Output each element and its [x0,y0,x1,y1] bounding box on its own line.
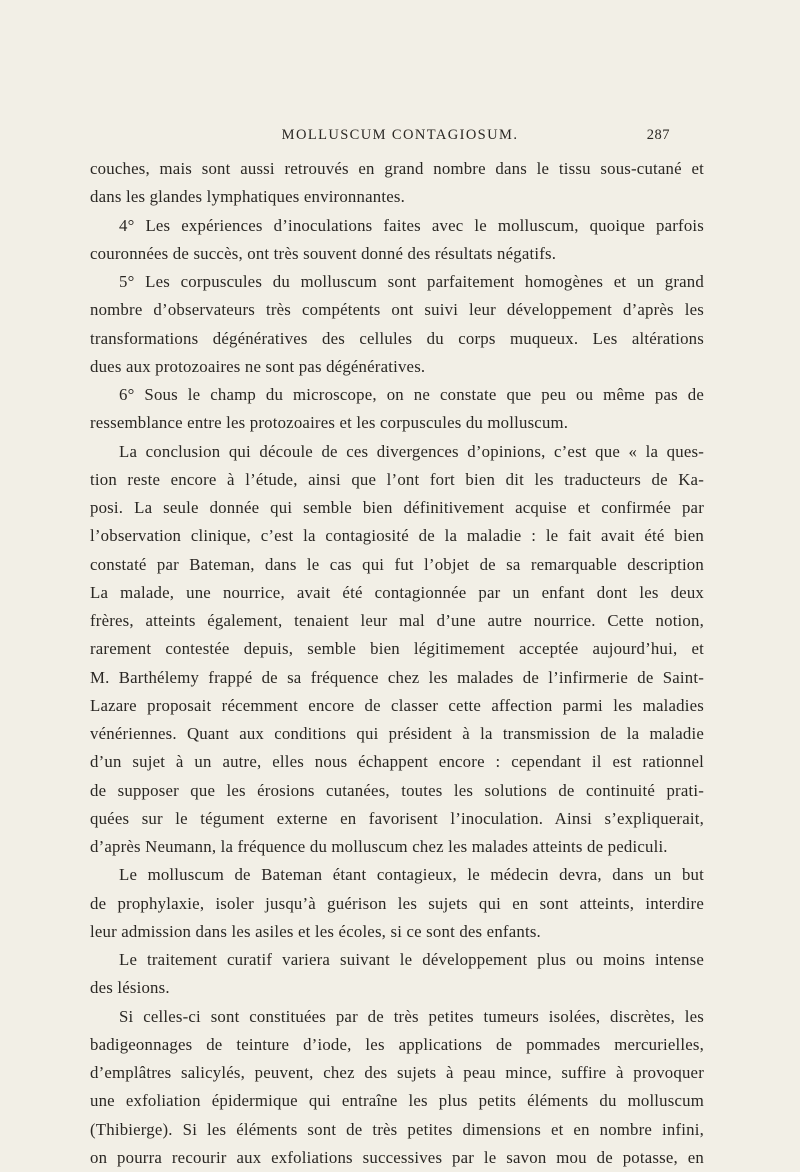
text-line: transformations dégénératives des cellules du corps muqueux. Les altérations [90,328,704,348]
text-line: l’observation clinique, c’est la contagiosité de la maladie : le fait avait été bien [90,526,704,546]
text-line: (Thibierge). Si les éléments sont de très petites dimensions et en nombre infini, [90,1119,704,1139]
page-header [0,127,800,147]
text-line: de supposer que les érosions cutanées, toutes les solutions de continuité prati- [90,780,704,800]
text-line: 4° Les expériences d’inoculations faites avec le molluscum, quoique parfois [119,215,704,235]
text-line: tion reste encore à l’étude, ainsi que l’ont fort bien dit les traducteurs de Ka- [90,469,704,489]
text-line: M. Barthélemy frappé de sa fréquence chez les malades de l’infirmerie de Saint- [90,667,704,687]
text-line: badigeonnages de teinture d’iode, les applications de pommades mercurielles, [90,1034,704,1054]
text-line: vénériennes. Quant aux conditions qui président à la transmission de la maladie [90,724,704,743]
running-title: MOLLUSCUM CONTAGIOSUM. [281,127,519,143]
text-line: quées sur le tégument externe en favorisent l’inoculation. Ainsi s’expliquerait, [90,808,704,828]
text-line: 6° Sous le champ du microscope, on ne constate que peu ou même pas de [119,385,704,404]
text-line: une exfoliation épidermique qui entraîne les plus petits éléments du molluscum [90,1091,704,1111]
text-line: on pourra recourir aux exfoliations successives par le savon mou de potasse, en [90,1147,704,1167]
text-line: dues aux protozoaires ne sont pas dégénératives. [90,356,426,376]
text-line: dans les glandes lymphatiques environnantes. [90,187,405,207]
text-line: La malade, une nourrice, avait été contagionnée par un enfant dont les deux [90,582,704,602]
body-text [90,155,704,1172]
text-line: Lazare proposait récemment encore de classer cette affection parmi les maladies [90,695,704,715]
page-number: 287 [646,127,670,143]
text-line: Le traitement curatif variera suivant le développement plus ou moins intense [119,950,704,969]
text-line: de prophylaxie, isoler jusqu’à guérison les sujets qui en sont atteints, interdire [90,893,704,913]
text-line: La conclusion qui découle de ces divergences d’opinions, c’est que « la ques- [119,441,704,461]
text-line: Si celles-ci sont constituées par de très petites tumeurs isolées, discrètes, les [119,1006,704,1026]
text-line: des lésions. [90,978,170,998]
text-line: posi. La seule donnée qui semble bien définitivement acquise et confirmée par [90,498,704,517]
text-line: ressemblance entre les protozoaires et les corpuscules du molluscum. [90,413,569,433]
text-line: Le molluscum de Bateman étant contagieux, le médecin devra, dans un but [119,865,704,885]
text-line: d’après Neumann, la fréquence du molluscum chez les malades atteints de pediculi. [90,837,668,856]
text-line: couches, mais sont aussi retrouvés en grand nombre dans le tissu sous-cutané et [90,159,704,178]
text-line: frères, atteints également, tenaient leur mal d’une autre nourrice. Cette notion, [90,611,704,630]
text-line: leur admission dans les asiles et les écoles, si ce sont des enfants. [90,921,541,941]
text-line: d’emplâtres salicylés, peuvent, chez des sujets à peau mince, suffire à provoquer [90,1063,704,1082]
text-line: 5° Les corpuscules du molluscum sont parfaitement homogènes et un grand [119,272,704,291]
text-line: nombre d’observateurs très compétents ont suivi leur développement d’après les [90,300,704,320]
text-line: rarement contestée depuis, semble bien légitimement acceptée aujourd’hui, et [90,639,704,659]
text-line: couronnées de succès, ont très souvent donné des résultats négatifs. [90,243,557,263]
text-line: d’un sujet à un autre, elles nous échappent encore : cependant il est rationnel [90,752,704,772]
text-line: constaté par Bateman, dans le cas qui fut l’objet de sa remarquable description [90,554,704,574]
